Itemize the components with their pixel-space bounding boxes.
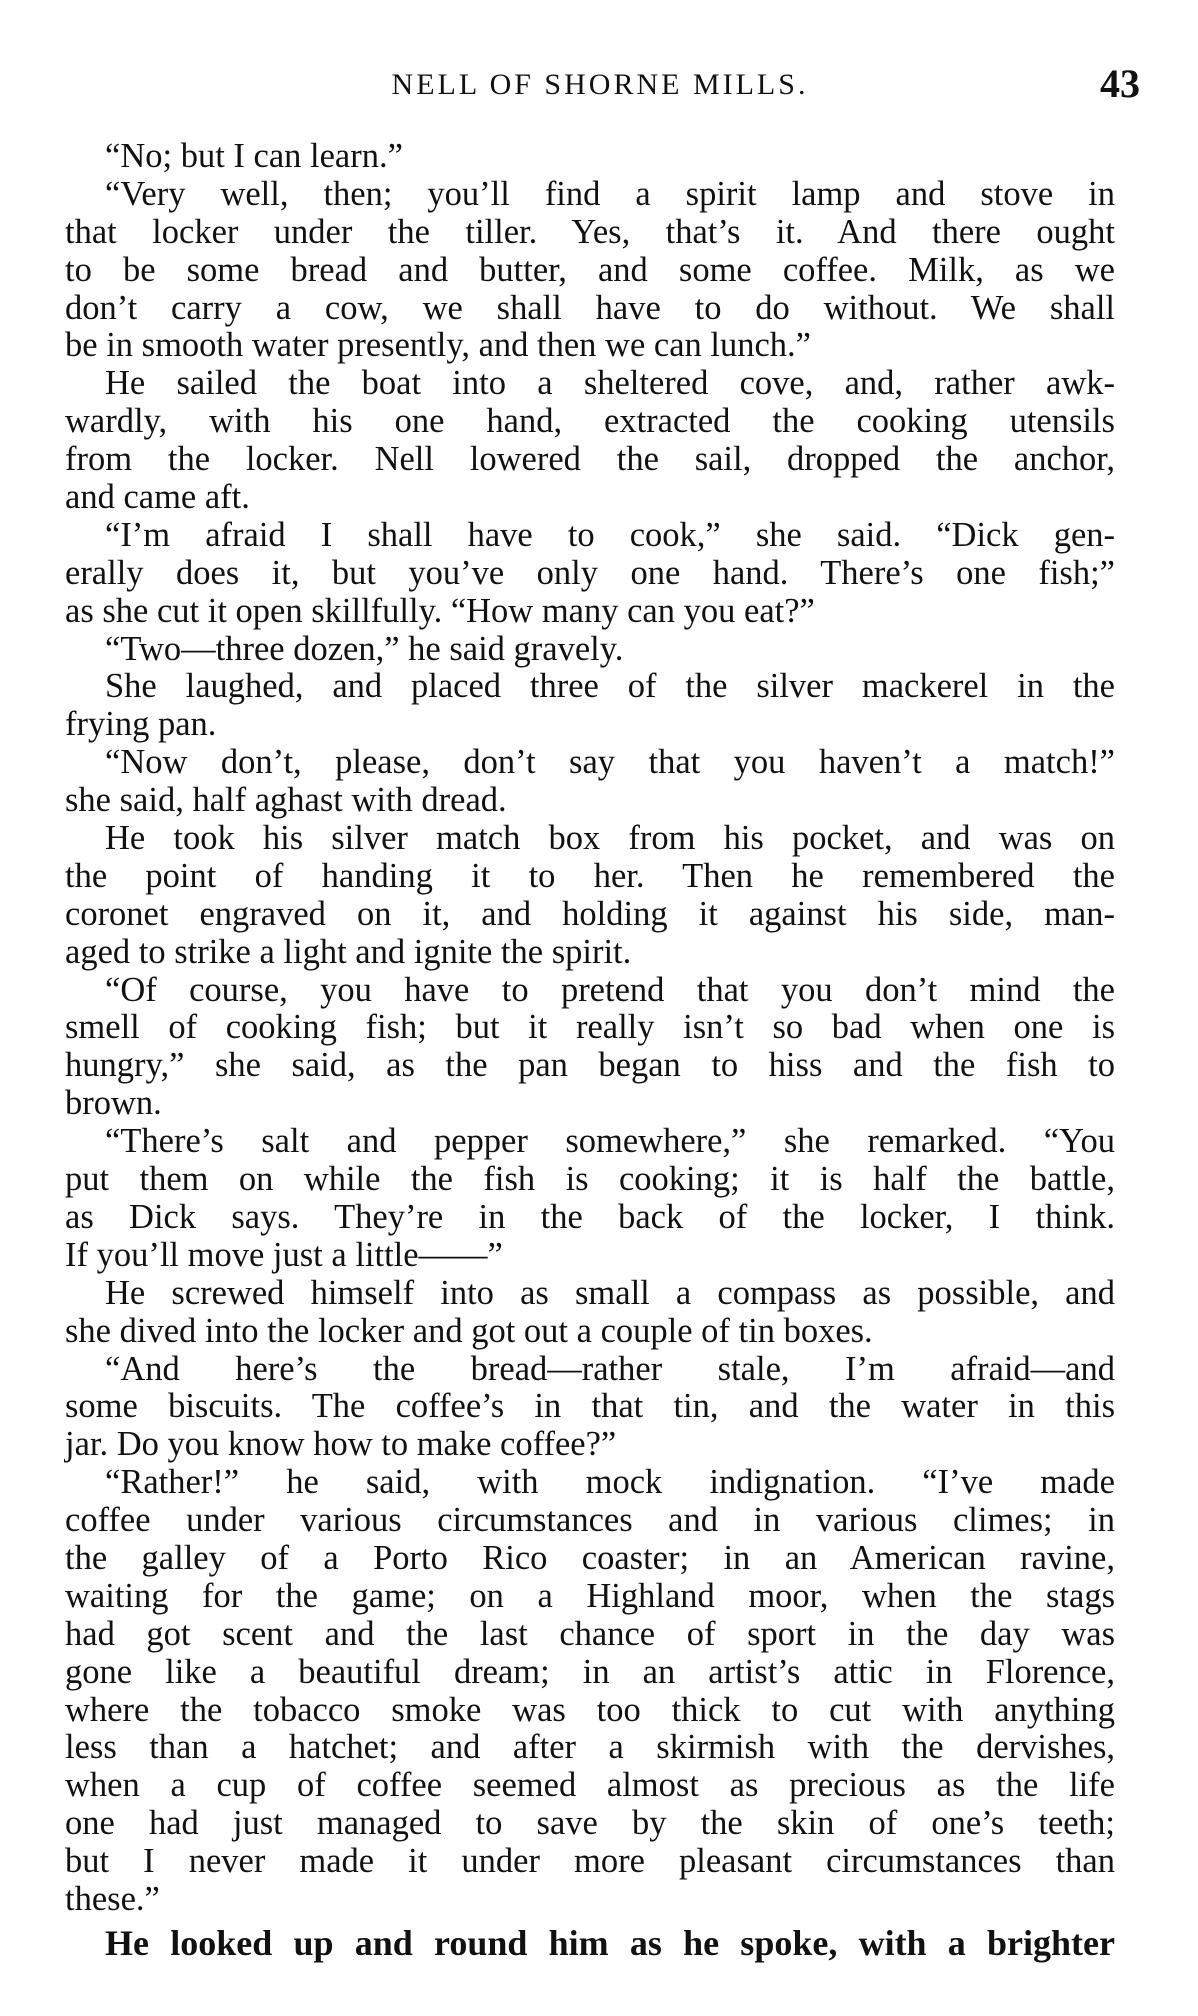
text-line: He screwed himself into as small a compass as possible, and <box>105 1273 1115 1312</box>
text-line: waiting for the game; on a Highland moor, when the stags <box>65 1576 1115 1615</box>
text-line: some biscuits. The coffee’s in that tin, and the water in this <box>65 1387 1115 1426</box>
text-line: one had just managed to save by the skin of one’s teeth; <box>65 1804 1115 1843</box>
text-line: He looked up and round him as he spoke, with a brighter <box>105 1922 1115 1963</box>
text-line: brown. <box>65 1084 162 1123</box>
text-line: She laughed, and placed three of the silver mackerel in the <box>105 667 1115 706</box>
running-header <box>60 61 1140 108</box>
text-line: where the tobacco smoke was too thick to cut with anything <box>65 1690 1115 1729</box>
text-line: “I’m afraid I shall have to cook,” she said. “Dick gen- <box>105 515 1115 554</box>
text-line: be in smooth water presently, and then we can lunch.” <box>65 326 811 365</box>
body-text <box>65 138 1115 1963</box>
text-line: the galley of a Porto Rico coaster; in an American ravine, <box>65 1538 1115 1577</box>
text-line: when a cup of coffee seemed almost as precious as the life <box>65 1766 1115 1805</box>
text-line: jar. Do you know how to make coffee?” <box>65 1425 617 1464</box>
text-line: hungry,” she said, as the pan began to hiss and the fish to <box>65 1046 1115 1085</box>
text-line: frying pan. <box>65 705 217 744</box>
text-line: put them on while the fish is cooking; it is half the battle, <box>65 1160 1115 1199</box>
text-line: coffee under various circumstances and in various climes; in <box>65 1501 1115 1540</box>
text-line: “Rather!” he said, with mock indignation. “I’ve made <box>105 1463 1115 1502</box>
text-line: erally does it, but you’ve only one hand. There’s one fish;” <box>65 553 1115 592</box>
text-line: aged to strike a light and ignite the spirit. <box>65 932 632 971</box>
text-line: smell of cooking fish; but it really isn’t so bad when one is <box>65 1008 1115 1047</box>
text-line: as Dick says. They’re in the back of the locker, I think. <box>65 1197 1115 1236</box>
text-line: the point of handing it to her. Then he remembered the <box>65 856 1115 895</box>
page-number: 43 <box>1100 61 1140 106</box>
text-line: these.” <box>65 1879 160 1918</box>
text-line: “Now don’t, please, don’t say that you haven’t a match!” <box>105 743 1115 782</box>
text-line: less than a hatchet; and after a skirmish with the dervishes, <box>65 1728 1115 1767</box>
text-line: that locker under the tiller. Yes, that’s it. And there ought <box>65 212 1115 251</box>
text-line: and came aft. <box>65 478 250 517</box>
text-line: He sailed the boat into a sheltered cove, and, rather awk- <box>105 364 1115 403</box>
text-line: but I never made it under more pleasant circumstances than <box>65 1842 1115 1881</box>
running-title: NELL OF SHORNE MILLS. <box>391 68 809 101</box>
text-line: had got scent and the last chance of sport in the day was <box>65 1614 1115 1653</box>
text-line: “No; but I can learn.” <box>105 137 403 175</box>
text-line: don’t carry a cow, we shall have to do without. We shall <box>65 288 1115 327</box>
text-line: as she cut it open skillfully. “How many can you eat?” <box>65 591 815 630</box>
text-line: “There’s salt and pepper somewhere,” she remarked. “You <box>105 1122 1115 1161</box>
text-line: she said, half aghast with dread. <box>65 781 507 820</box>
text-line: “Very well, then; you’ll find a spirit lamp and stove in <box>105 174 1115 213</box>
text-line: “And here’s the bread—rather stale, I’m afraid—and <box>105 1349 1115 1388</box>
text-line: “Of course, you have to pretend that you don’t mind the <box>105 970 1115 1009</box>
text-line: He took his silver match box from his pocket, and was on <box>105 819 1115 858</box>
text-line: If you’ll move just a little——” <box>65 1235 503 1274</box>
text-line: from the locker. Nell lowered the sail, dropped the anchor, <box>65 440 1115 479</box>
text-line: she dived into the locker and got out a couple of tin boxes. <box>65 1311 873 1350</box>
text-line: coronet engraved on it, and holding it against his side, man- <box>65 894 1115 933</box>
text-line: to be some bread and butter, and some coffee. Milk, as we <box>65 250 1115 289</box>
text-line: “Two—three dozen,” he said gravely. <box>105 629 624 668</box>
text-line: wardly, with his one hand, extracted the cooking utensils <box>65 402 1115 441</box>
text-line: gone like a beautiful dream; in an artist’s attic in Florence, <box>65 1652 1115 1691</box>
